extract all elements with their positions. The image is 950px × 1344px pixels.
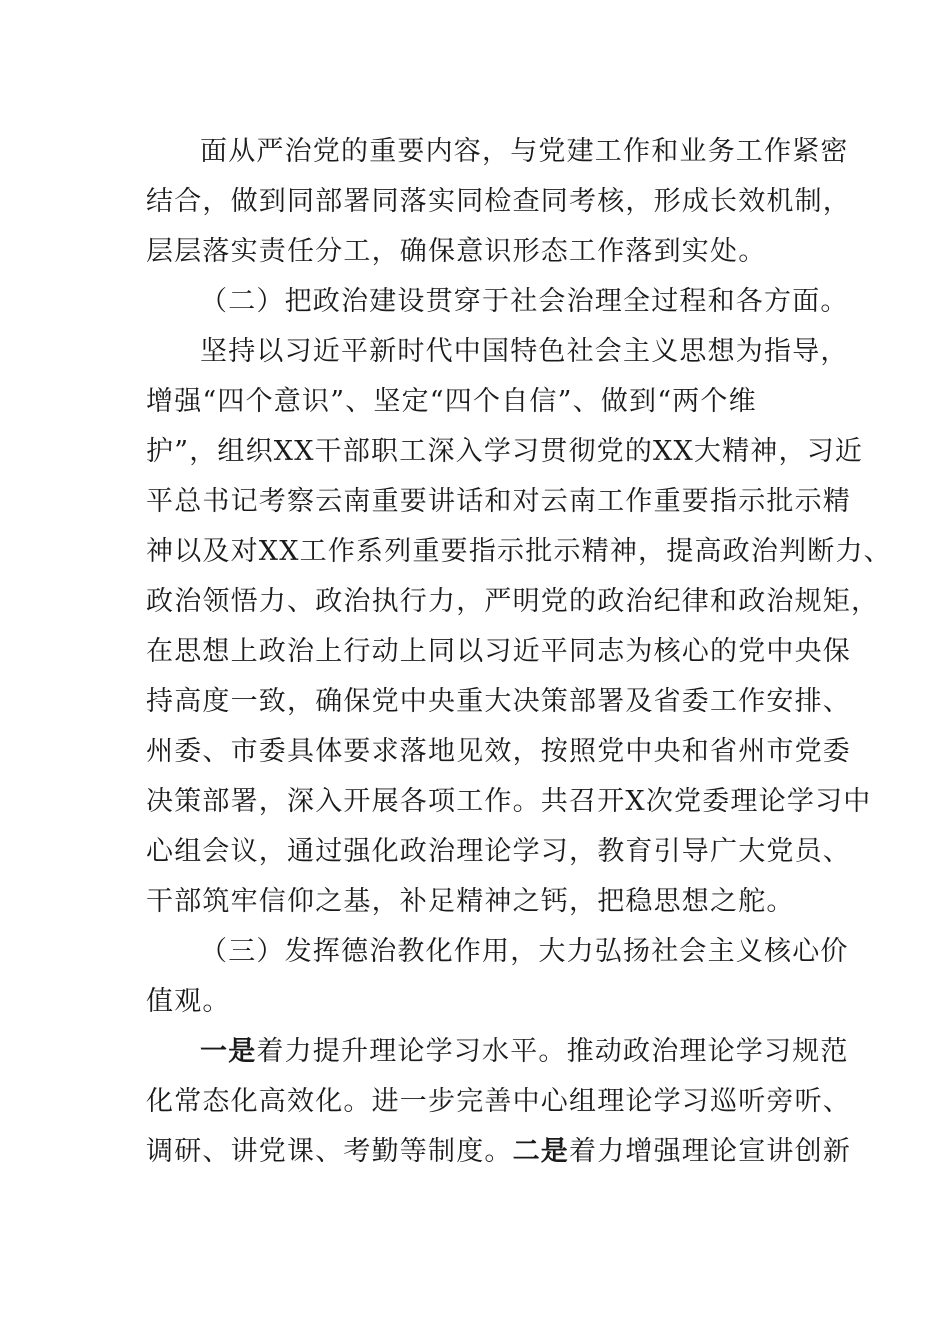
text-line-11: 在思想上政治上行动上同以习近平同志为核心的党中央保 <box>146 636 851 667</box>
text-line-1: 面从严治党的重要内容，与党建工作和业务工作紧密 <box>200 136 849 167</box>
text-line-21 <box>146 1134 851 1170</box>
text-line-6: 增强“四个意识”、坚定“四个自信”、做到“两个维 <box>146 386 757 417</box>
text-line-10: 政治领悟力、政治执行力，严明党的政治纪律和政治规矩， <box>146 586 880 617</box>
text-line-21-tail: 着力增强理论宣讲创新 <box>569 1136 852 1167</box>
text-line-8: 平总书记考察云南重要讲话和对云南工作重要指示批示精 <box>146 486 851 517</box>
section-heading-3-cont: 值观。 <box>146 986 231 1017</box>
text-line-5: 坚持以习近平新时代中国特色社会主义思想为指导， <box>200 336 849 367</box>
text-line-19-body: 着力提升理论学习水平。推动政治理论学习规范 <box>256 1036 849 1067</box>
text-line-14: 决策部署，深入开展各项工作。共召开X次党委理论学习中 <box>146 786 872 817</box>
text-line-16: 干部筑牢信仰之基，补足精神之钙，把稳思想之舵。 <box>146 886 795 917</box>
bold-lead-two: 二是 <box>512 1136 570 1167</box>
text-line-7: 护”，组织XX干部职工深入学习贯彻党的XX大精神，习近 <box>146 436 864 467</box>
text-line-15: 心组会议，通过强化政治理论学习，教育引导广大党员、 <box>146 836 851 867</box>
section-heading-2: （二）把政治建设贯穿于社会治理全过程和各方面。 <box>200 286 849 317</box>
bold-lead-one: 一是 <box>200 1036 257 1067</box>
text-line-21-body: 调研、讲党课、考勤等制度。 <box>146 1136 513 1167</box>
section-heading-3: （三）发挥德治教化作用，大力弘扬社会主义核心价 <box>200 936 849 967</box>
text-line-12: 持高度一致，确保党中央重大决策部署及省委工作安排、 <box>146 686 851 717</box>
text-line-19 <box>200 1034 849 1070</box>
text-line-2: 结合，做到同部署同落实同检查同考核，形成长效机制， <box>146 186 851 217</box>
text-line-20: 化常态化高效化。进一步完善中心组理论学习巡听旁听、 <box>146 1086 851 1117</box>
text-line-3: 层层落实责任分工，确保意识形态工作落到实处。 <box>146 236 767 267</box>
text-line-9: 神以及对XX工作系列重要指示批示精神，提高政治判断力、 <box>146 536 892 567</box>
text-line-13: 州委、市委具体要求落地见效，按照党中央和省州市党委 <box>146 736 851 767</box>
